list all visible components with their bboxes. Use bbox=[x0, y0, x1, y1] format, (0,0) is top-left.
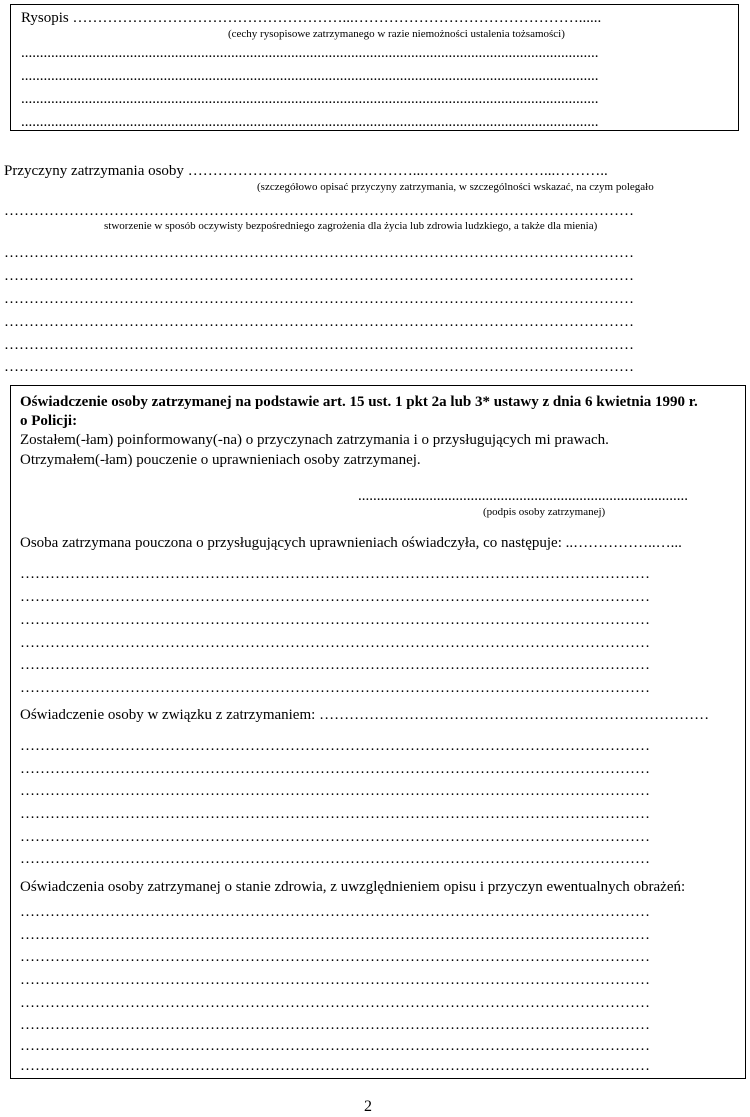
section2-label-dots[interactable]: …………………………………………………………………… bbox=[319, 707, 710, 723]
description-line-3[interactable]: .......................................................................................................................................................... bbox=[21, 91, 599, 107]
description-line-1[interactable]: .......................................................................................................................................................... bbox=[21, 45, 599, 61]
description-note: (cechy rysopisowe zatrzymanego w razie niemożności ustalenia tożsamości) bbox=[228, 28, 565, 40]
section1-line-6[interactable]: ……………………………………………………………………………………………………………… bbox=[20, 680, 650, 696]
section3-line-3[interactable]: ……………………………………………………………………………………………………………… bbox=[20, 949, 650, 965]
reasons-line-5[interactable]: ……………………………………………………………………………………………………………… bbox=[4, 337, 634, 353]
section1-line-3[interactable]: ……………………………………………………………………………………………………………… bbox=[20, 612, 650, 628]
section2-line-1[interactable]: ……………………………………………………………………………………………………………… bbox=[20, 738, 650, 754]
section2-line-3[interactable]: ……………………………………………………………………………………………………………… bbox=[20, 783, 650, 799]
page-number: 2 bbox=[364, 1098, 372, 1115]
signature-line[interactable]: ........................................................................................ bbox=[358, 488, 688, 504]
section3-line-1[interactable]: ……………………………………………………………………………………………………………… bbox=[20, 904, 650, 920]
description-label: Rysopis bbox=[21, 10, 69, 26]
section1-line-2[interactable]: ……………………………………………………………………………………………………………… bbox=[20, 589, 650, 605]
section3-line-6[interactable]: ……………………………………………………………………………………………………………… bbox=[20, 1017, 650, 1033]
reasons-line-0[interactable]: ……………………………………………………………………………………………………………… bbox=[4, 203, 634, 219]
statement-heading-line-1: Oświadczenie osoby zatrzymanej na podstawie art. 15 ust. 1 pkt 2a lub 3* ustawy z dnia 6 kwietnia 1990 r. bbox=[20, 394, 698, 410]
description-line-4[interactable]: .......................................................................................................................................................... bbox=[21, 114, 599, 130]
section2-line-2[interactable]: ……………………………………………………………………………………………………………… bbox=[20, 761, 650, 777]
description-line-2[interactable]: .......................................................................................................................................................... bbox=[21, 68, 599, 84]
section3-label: Oświadczenia osoby zatrzymanej o stanie zdrowia, z uwzględnieniem opisu i przyczyn ewentualnych obrażeń: bbox=[20, 879, 686, 895]
section2-line-5[interactable]: ……………………………………………………………………………………………………………… bbox=[20, 829, 650, 845]
reasons-label-row bbox=[4, 162, 742, 180]
section1-line-5[interactable]: ……………………………………………………………………………………………………………… bbox=[20, 657, 650, 673]
signature-label: (podpis osoby zatrzymanej) bbox=[483, 506, 606, 518]
section3-line-5[interactable]: ……………………………………………………………………………………………………………… bbox=[20, 995, 650, 1011]
section1-line-4[interactable]: ……………………………………………………………………………………………………………… bbox=[20, 635, 650, 651]
reasons-label-dots[interactable]: ………………………………………...……………………...……….. bbox=[187, 163, 608, 179]
description-label-dots[interactable]: ………………………………………………...………………………………………...... bbox=[72, 10, 602, 26]
section2-line-6[interactable]: ……………………………………………………………………………………………………………… bbox=[20, 851, 650, 867]
statement-heading-line-2: o Policji: bbox=[20, 413, 78, 429]
reasons-note-1: (szczegółowo opisać przyczyny zatrzymania, w szczególności wskazać, na czym polegało bbox=[257, 181, 654, 193]
reasons-line-6[interactable]: ……………………………………………………………………………………………………………… bbox=[4, 359, 634, 375]
statement-text-2: Otrzymałem(-łam) pouczenie o uprawnieniach osoby zatrzymanej. bbox=[20, 452, 421, 468]
reasons-label: Przyczyny zatrzymania osoby bbox=[4, 163, 184, 179]
reasons-line-2[interactable]: ……………………………………………………………………………………………………………… bbox=[4, 268, 634, 284]
section1-label: Osoba zatrzymana pouczona o przysługujących uprawnieniach oświadczyła, co następuje: bbox=[20, 535, 562, 551]
section2-label-row bbox=[20, 706, 740, 724]
reasons-note-2: stworzenie w sposób oczywisty bezpośredniego zagrożenia dla życia lub zdrowia ludzkiego, a także dla mienia) bbox=[104, 220, 598, 232]
statement-text-1: Zostałem(-łam) poinformowany(-na) o przyczynach zatrzymania i o przysługujących mi prawach. bbox=[20, 432, 609, 448]
section1-line-1[interactable]: ……………………………………………………………………………………………………………… bbox=[20, 566, 650, 582]
section2-line-4[interactable]: ……………………………………………………………………………………………………………… bbox=[20, 806, 650, 822]
section3-line-8[interactable]: ……………………………………………………………………………………………………………… bbox=[20, 1058, 650, 1074]
reasons-line-3[interactable]: ……………………………………………………………………………………………………………… bbox=[4, 291, 634, 307]
section1-label-dots[interactable]: ..……………..…... bbox=[565, 535, 682, 551]
reasons-line-4[interactable]: ……………………………………………………………………………………………………………… bbox=[4, 314, 634, 330]
section1-label-row bbox=[20, 534, 740, 552]
reasons-line-1[interactable]: ……………………………………………………………………………………………………………… bbox=[4, 245, 634, 261]
section3-line-4[interactable]: ……………………………………………………………………………………………………………… bbox=[20, 972, 650, 988]
section3-line-2[interactable]: ……………………………………………………………………………………………………………… bbox=[20, 927, 650, 943]
description-label-row bbox=[21, 9, 733, 27]
section3-line-7[interactable]: ……………………………………………………………………………………………………………… bbox=[20, 1038, 650, 1054]
section2-label: Oświadczenie osoby w związku z zatrzymaniem: bbox=[20, 707, 316, 723]
